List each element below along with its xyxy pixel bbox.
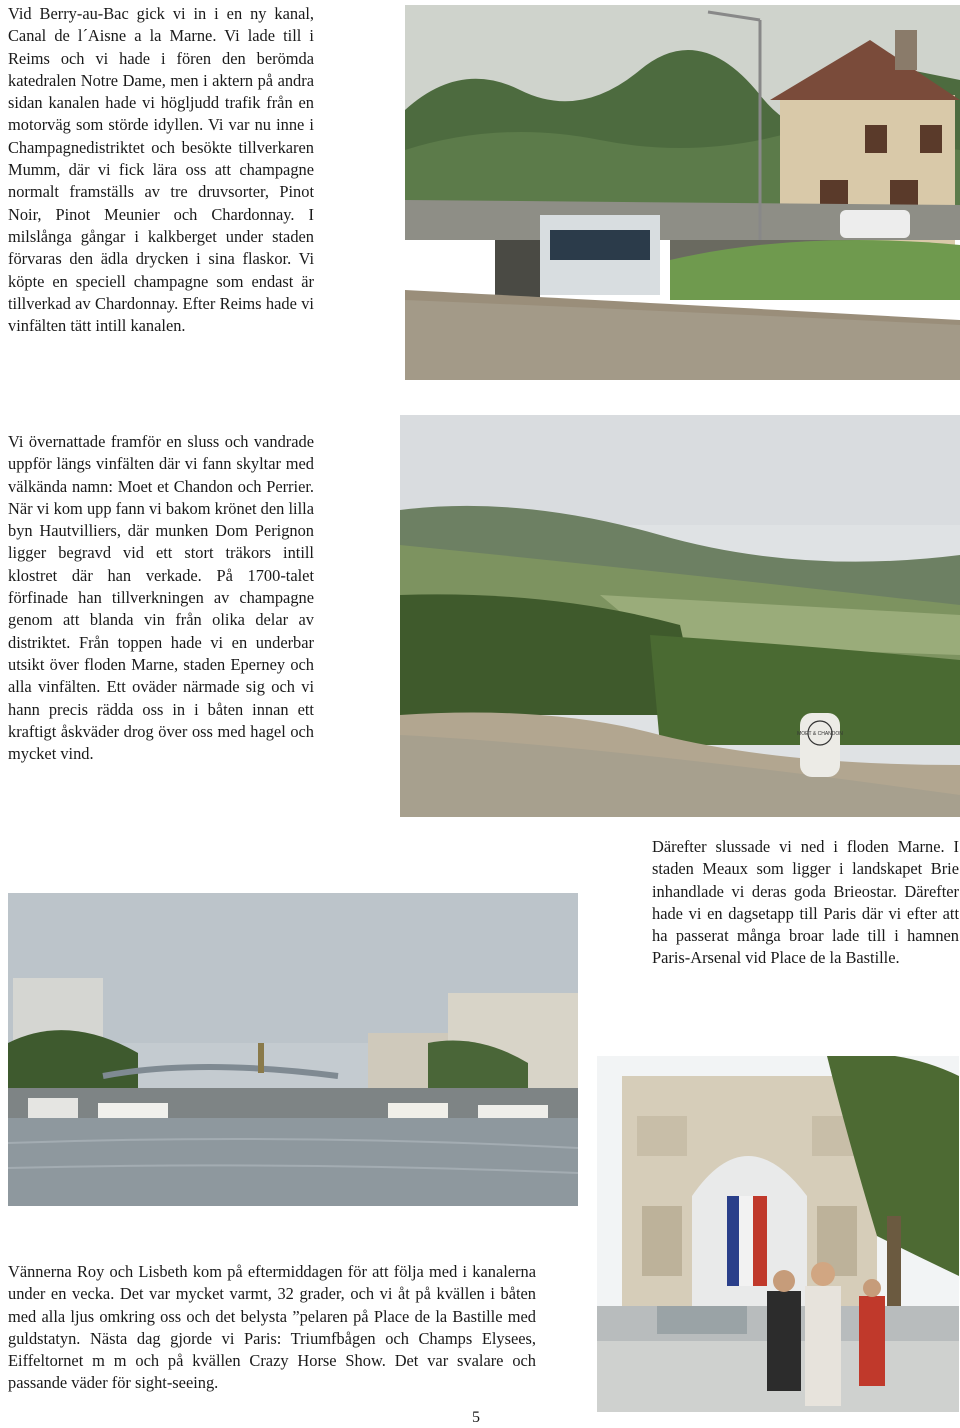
- paragraph-3-text: Därefter slussade vi ned i floden Marne. I staden Meaux som ligger i landskapet Brie inhandlade vi deras goda Brieostar. Därefter hade vi en dagsetapp till Paris där vi efter att ha passerat många broar lade till i hamnen Paris-Arsenal vid Place de la Bastille.: [652, 837, 959, 968]
- photo-paris-arsenal: [8, 893, 578, 1206]
- paragraph-4: [8, 1261, 536, 1395]
- photo-arc-de-triomphe: [597, 1056, 959, 1412]
- paragraph-2-text: Vi övernattade framför en sluss och vandrade uppför längs vinfälten där vi fann skyltar med välkända namn: Moet et Chandon och Perrier. När vi kom upp fann vi bakom krönet den lilla byn Hautvilliers, där munken Dom Perignon ligger begravd vid ett stort träkors intill klostret där han verkade. På 1700-talet förfinade han tillverkningen av champagne genom att blanda vin från olika delar av distriktet. Från toppen hade vi en underbar utsikt över floden Marne, staden Eperney och alla vinfälten. Ett oväder närmade sig och vi hann precis rädda oss in i båten innan ett kraftigt åskväder drog över oss med hagel och mycket vind.: [8, 432, 314, 764]
- paragraph-3: [652, 836, 959, 970]
- photo-vineyard: [400, 415, 960, 817]
- page-number: 5: [472, 1409, 480, 1426]
- photo-canal-lock: [400, 0, 960, 380]
- paragraph-1: [8, 3, 314, 337]
- paragraph-4-text: Vännerna Roy och Lisbeth kom på eftermiddagen för att följa med i kanalerna under en vecka. Det var mycket varmt, 32 grader, och vi åt på kvällen i båten med alla ljus omkring oss och det belysta ”pelaren på Place de la Bastille med guldstatyn. Nästa dag gjorde vi Paris: Triumfbågen och Champs Elysees, Eiffeltornet m m och på kvällen Crazy Horse Show. Det var svalare och passande väder för sight-seeing.: [8, 1262, 536, 1393]
- paragraph-1-text: Vid Berry-au-Bac gick vi in i en ny kanal, Canal de l´Aisne a la Marne. Vi lade till i Reims och vi hade i fören den berömda katedralen Notre Dame, men i aktern på andra sidan kanalen hade vi högljudd trafik från en motorväg som störde idyllen. Vi var nu inne i Champagnedistriktet och besökte tillverkaren Mumm, där vi fick lära oss att champagne normalt framställs av tre druvsorter, Pinot Noir, Pinot Meunier och Chardonnay. I milslånga gångar i kalkberget under staden förvaras den ädla drycken i sina flaskor. Vi köpte en speciell champagne som endast är tillverkad av Chardonnay. Efter Reims hade vi vinfälten tätt intill kanalen.: [8, 4, 314, 336]
- paragraph-2: [8, 431, 314, 765]
- vineyard-marker-label: MOET & CHANDON: [797, 731, 843, 737]
